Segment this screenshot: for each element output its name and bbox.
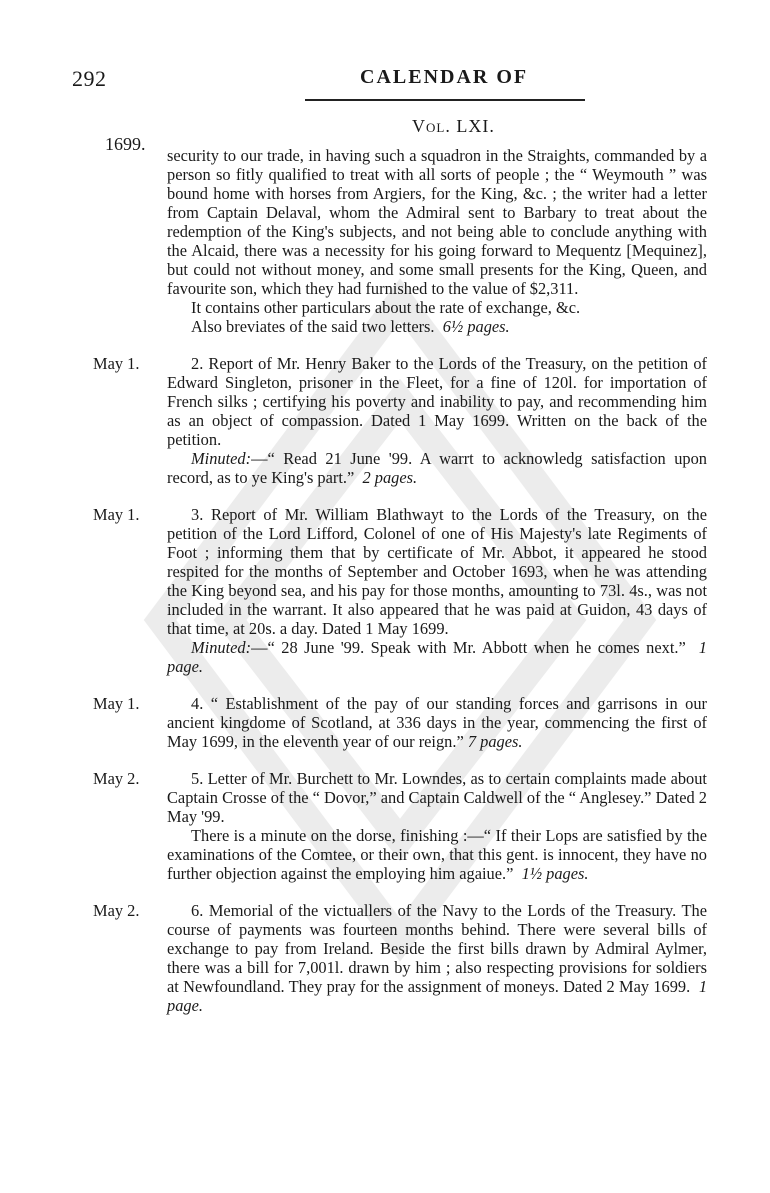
margin-year: 1699. bbox=[105, 134, 146, 154]
calendar-entry bbox=[93, 901, 708, 1015]
page-count: 1 page. bbox=[167, 638, 707, 676]
page-count: 6½ pages. bbox=[442, 317, 510, 336]
entry-text: 5. Letter of Mr. Burchett to Mr. Lowndes, as to certain complaints made about Captain Crosse of the “ Dovor,” and Captain Caldwell of the “ Anglesey.” Dated 2 May '99. bbox=[167, 769, 707, 826]
volume-label: Vol. LXI. bbox=[412, 116, 495, 136]
entry-body: 6. Memorial of the victuallers of the Navy to the Lords of the Treasury. The course of payments was fourteen months behind. There were several bills of exchange to pay from Ireland. Beside the first bills drawn by Admiral Aylmer, there was a bill for 7,001l. drawn by him ; also respecting provisions for soldiers at Newfoundland. They pray for the assignment of moneys. Dated 2 May 1699. bbox=[167, 901, 707, 996]
entry-body: 4. “ Establishment of the pay of our standing forces and garrisons in our ancient kingdome of Scotland, at 336 days in the year, commencing the first of May 1699, in the eleventh year of our reign.” bbox=[167, 694, 707, 751]
calendar-entry bbox=[93, 505, 707, 676]
entry-note bbox=[167, 826, 707, 883]
entry-date: May 2. bbox=[93, 901, 140, 920]
entry-date: May 1. bbox=[93, 694, 140, 713]
entry-date: May 1. bbox=[93, 354, 140, 373]
running-title: CALENDAR OF bbox=[360, 66, 529, 88]
entry-text: 2. Report of Mr. Henry Baker to the Lords of the Treasury, on the petition of Edward Singleton, prisoner in the Fleet, for a fine of 120l. for importation of French silks ; certifying his poverty and inability to pay, and recommending him as an object of compassion. Dated 1 May 1699. Written on the back of the petition. bbox=[167, 354, 707, 449]
entry-text: 3. Report of Mr. William Blathwayt to the Lords of the Treasury, on the petition of the Lord Lifford, Colonel of one of His Majesty's late Regiments of Foot ; informing them that by certificate of Mr. Abbot, it appeared he stood respited for the months of September and October 1693, when he was attending the King beyond sea, and his pay for those months, amounting to 73l. 4s., was not included in the warrant. It also appeared that he was paid at Guidon, 43 days of that time, at 20s. a day. Dated 1 May 1699. bbox=[167, 505, 707, 638]
continuation-note: It contains other particulars about the rate of exchange, &c. bbox=[191, 298, 581, 317]
header-rule bbox=[305, 99, 585, 101]
entry-date: May 2. bbox=[93, 769, 140, 788]
minute-text: —“ 28 June '99. Speak with Mr. Abbott when he comes next.” bbox=[251, 638, 686, 657]
minute-label: Minuted: bbox=[191, 449, 252, 468]
entry-text bbox=[167, 694, 707, 751]
page-number: 292 bbox=[72, 66, 107, 91]
page-count: 7 pages. bbox=[467, 732, 523, 751]
dorse-note: There is a minute on the dorse, finishing :—“ If their Lops are satisfied by the examinations of the Comtee, or their own, that this gent. is innocent, they have no further objection against the employing him agaiue.” bbox=[167, 826, 707, 883]
calendar-entry bbox=[93, 769, 707, 883]
calendar-entry bbox=[93, 694, 707, 751]
page-count: 2 pages. bbox=[362, 468, 418, 487]
entry-text bbox=[167, 901, 707, 1015]
continuation-text: security to our trade, in having such a squadron in the Straights, commanded by a person so fitly qualified to treat with all sorts of people ; the “ Weymouth ” was bound home with horses from Argiers, for the King, &c. ; the writer had a letter from Captain Delaval, whom the Admiral sent to Barbary to treat about the redemption of the King's subjects, and not being able to conclude anything with the Alcaid, there was a necessity for his going forward to Mequentz [Mequinez], but could not without money, and some small presents for the King, Queen, and favourite son, which they had furnished to the value of $2,311. bbox=[167, 146, 707, 298]
minute-label: Minuted: bbox=[191, 638, 252, 657]
page-count: 1½ pages. bbox=[521, 864, 589, 883]
page-count: 1 page. bbox=[167, 977, 708, 1015]
breviates-text: Also breviates of the said two letters. bbox=[191, 317, 435, 336]
entry-minute bbox=[167, 638, 707, 676]
minute-text: —“ Read 21 June '99. A warrt to acknowledg satisfaction upon record, as to ye King's part.” bbox=[167, 449, 707, 487]
entry-date: May 1. bbox=[93, 505, 140, 524]
continuation-entry bbox=[167, 146, 707, 336]
calendar-entry bbox=[93, 354, 707, 487]
document-body bbox=[93, 146, 708, 1015]
continuation-breviates bbox=[167, 317, 707, 336]
entry-minute bbox=[167, 449, 707, 487]
